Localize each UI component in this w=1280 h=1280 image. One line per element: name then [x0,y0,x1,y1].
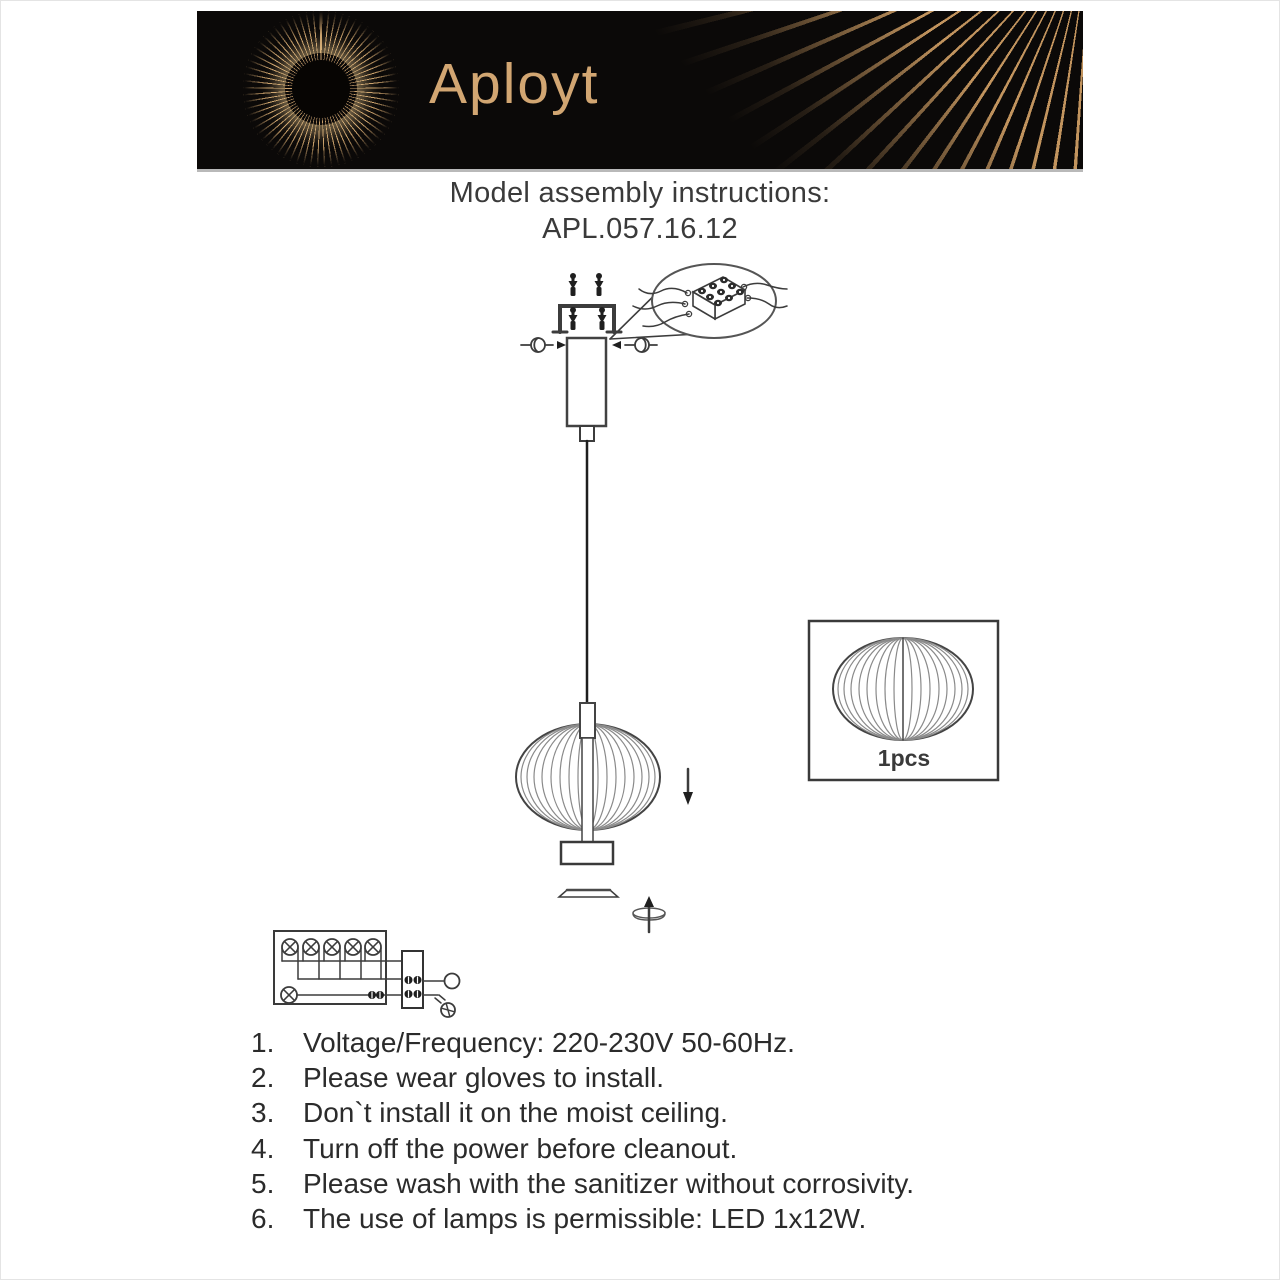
side-screw-right-icon [612,338,657,352]
side-screw-left-icon [521,338,566,352]
instruction-list [251,1025,1066,1237]
lamp-symbol-tilted [435,995,455,1017]
lamp-symbol-bottom [281,987,297,1003]
diffuser-disc [559,890,618,897]
list-item [251,1201,1066,1236]
lamp-symbols-row [282,939,381,961]
shade-top-tube [580,703,595,738]
parts-count-label: 1pcs [877,745,931,771]
item-text: Voltage/Frequency: 220-230V 50-60Hz. [303,1026,795,1058]
item-text: Turn off the power before cleanout. [303,1132,738,1164]
cord-grip [580,426,594,441]
item-text: Please wear gloves to install. [303,1061,665,1093]
mounting-screws-top-icon [569,273,604,296]
list-item [251,1166,1066,1201]
list-item [251,1131,1066,1166]
wiring-diagram [274,931,460,1017]
item-number: 5. [251,1167,275,1199]
mounting-screws-bracket-icon [569,307,607,330]
terminal-detail-callout [610,264,787,339]
list-item [251,1096,1066,1131]
list-item [251,1060,1066,1095]
wire-connector [368,991,384,999]
supply-terminal-circle [445,974,460,989]
item-text: Please wash with the sanitizer without corrosivity. [303,1167,915,1199]
terminal-block [402,951,423,1008]
item-number: 3. [251,1097,275,1129]
driver-box [561,842,613,864]
center-rod [582,738,593,842]
ceiling-canopy [567,338,606,426]
item-number: 2. [251,1061,275,1093]
list-item [251,1025,1066,1060]
item-number: 4. [251,1132,275,1164]
model-number: APL.057.16.12 [542,213,738,245]
item-text: Don`t install it on the moist ceiling. [303,1097,728,1129]
down-arrow-icon [683,769,693,805]
brand-wordmark: Aployt [429,52,600,116]
finial-knob [633,896,665,932]
item-number: 6. [251,1203,275,1235]
item-text: The use of lamps is permissible: LED 1x12W. [303,1203,867,1235]
mounting-bracket [553,306,621,332]
title-line: Model assembly instructions: [449,177,831,209]
item-number: 1. [251,1026,275,1058]
